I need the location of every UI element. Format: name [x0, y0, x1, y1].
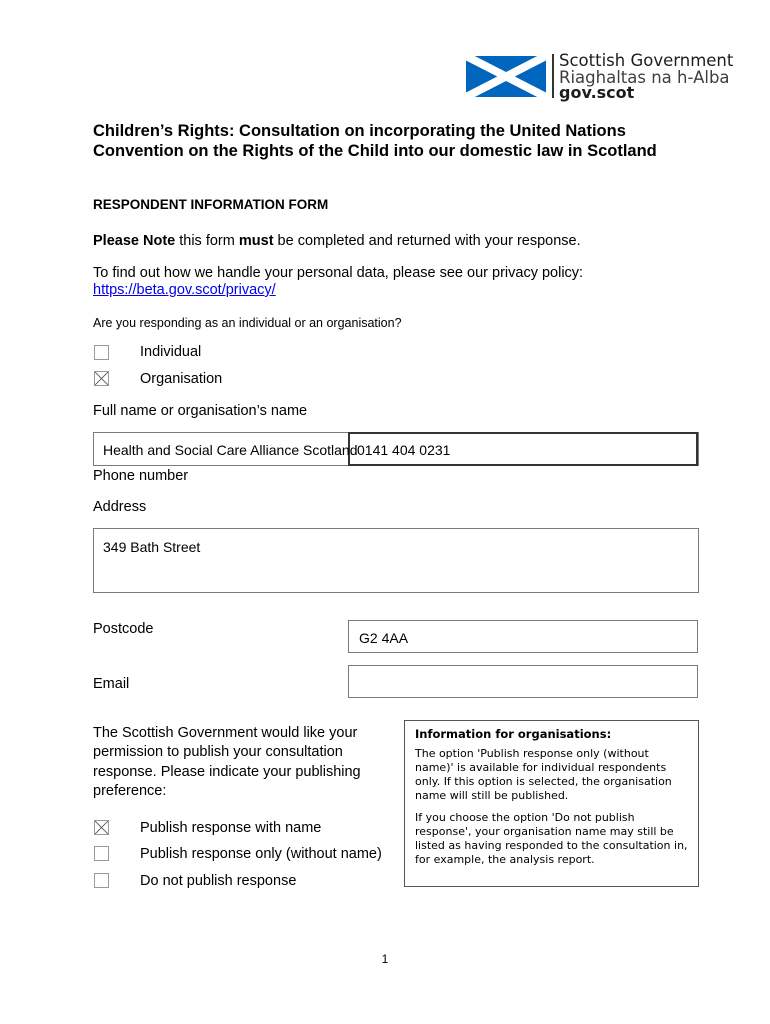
info-box-title: Information for organisations: [415, 727, 612, 741]
individual-checkbox[interactable] [94, 345, 109, 360]
saltire-flag-logo [466, 56, 546, 97]
note-prefix: Please Note [93, 233, 176, 249]
logo-text-english: Scottish Government [559, 51, 734, 70]
please-note-line [93, 233, 581, 249]
postcode-label: Postcode [93, 621, 154, 637]
organisation-checkbox[interactable] [94, 371, 109, 386]
organisation-info-box [404, 720, 699, 887]
address-label: Address [93, 499, 147, 515]
name-label: Full name or organisation’s name [93, 403, 308, 419]
phone-label: Phone number [93, 468, 189, 484]
individual-option-label: Individual [140, 344, 202, 360]
privacy-notice [93, 265, 653, 299]
note-emphasis: must [238, 233, 274, 249]
phone-field-value: 0141 404 0231 [357, 442, 451, 458]
address-field[interactable] [93, 528, 699, 593]
logo-text-domain: gov.scot [559, 83, 635, 102]
privacy-policy-link[interactable]: https://beta.gov.scot/privacy/ [93, 282, 276, 298]
publish-without-name-label: Publish response only (without name) [140, 846, 382, 862]
info-box-paragraph-1: The option 'Publish response only (without name)' is available for individual respondents only. If this option is selected, the organisation name will still be published. [415, 747, 672, 802]
form-heading: RESPONDENT INFORMATION FORM [93, 197, 329, 212]
logo-divider [552, 54, 554, 98]
privacy-text: To find out how we handle your personal data, please see our privacy policy: [93, 265, 584, 281]
check-cross-icon [95, 821, 108, 834]
publishing-permission-text: The Scottish Government would like your permission to publish your consultation response. Please indicate your publishing preference: [93, 725, 361, 799]
info-box-paragraph-2: If you choose the option 'Do not publish response', your organisation name may still be listed as having responded to the consultation in, for example, the analysis report. [415, 811, 688, 866]
do-not-publish-checkbox[interactable] [94, 873, 109, 888]
name-field-value: Health and Social Care Alliance Scotland [103, 442, 358, 458]
check-cross-icon [95, 372, 108, 385]
email-field[interactable] [348, 665, 698, 698]
respondent-type-question: Are you responding as an individual or an organisation? [93, 316, 402, 330]
address-field-value: 349 Bath Street [103, 539, 201, 555]
document-title: Children’s Rights: Consultation on incorporating the United Nations Convention on the Rights of the Child into our domestic law in Scotland [93, 122, 657, 160]
note-part1: this form [175, 233, 239, 249]
email-label: Email [93, 676, 130, 692]
publish-without-name-checkbox[interactable] [94, 846, 109, 861]
do-not-publish-label: Do not publish response [140, 873, 297, 889]
logo-text-gaelic: Riaghaltas na h-Alba [559, 68, 730, 87]
publish-with-name-label: Publish response with name [140, 820, 322, 836]
organisation-option-label: Organisation [140, 371, 223, 387]
publish-with-name-checkbox[interactable] [94, 820, 109, 835]
note-part2: be completed and returned with your response. [273, 233, 581, 249]
postcode-field-value: G2 4AA [359, 630, 409, 646]
page-number: 1 [381, 952, 389, 966]
